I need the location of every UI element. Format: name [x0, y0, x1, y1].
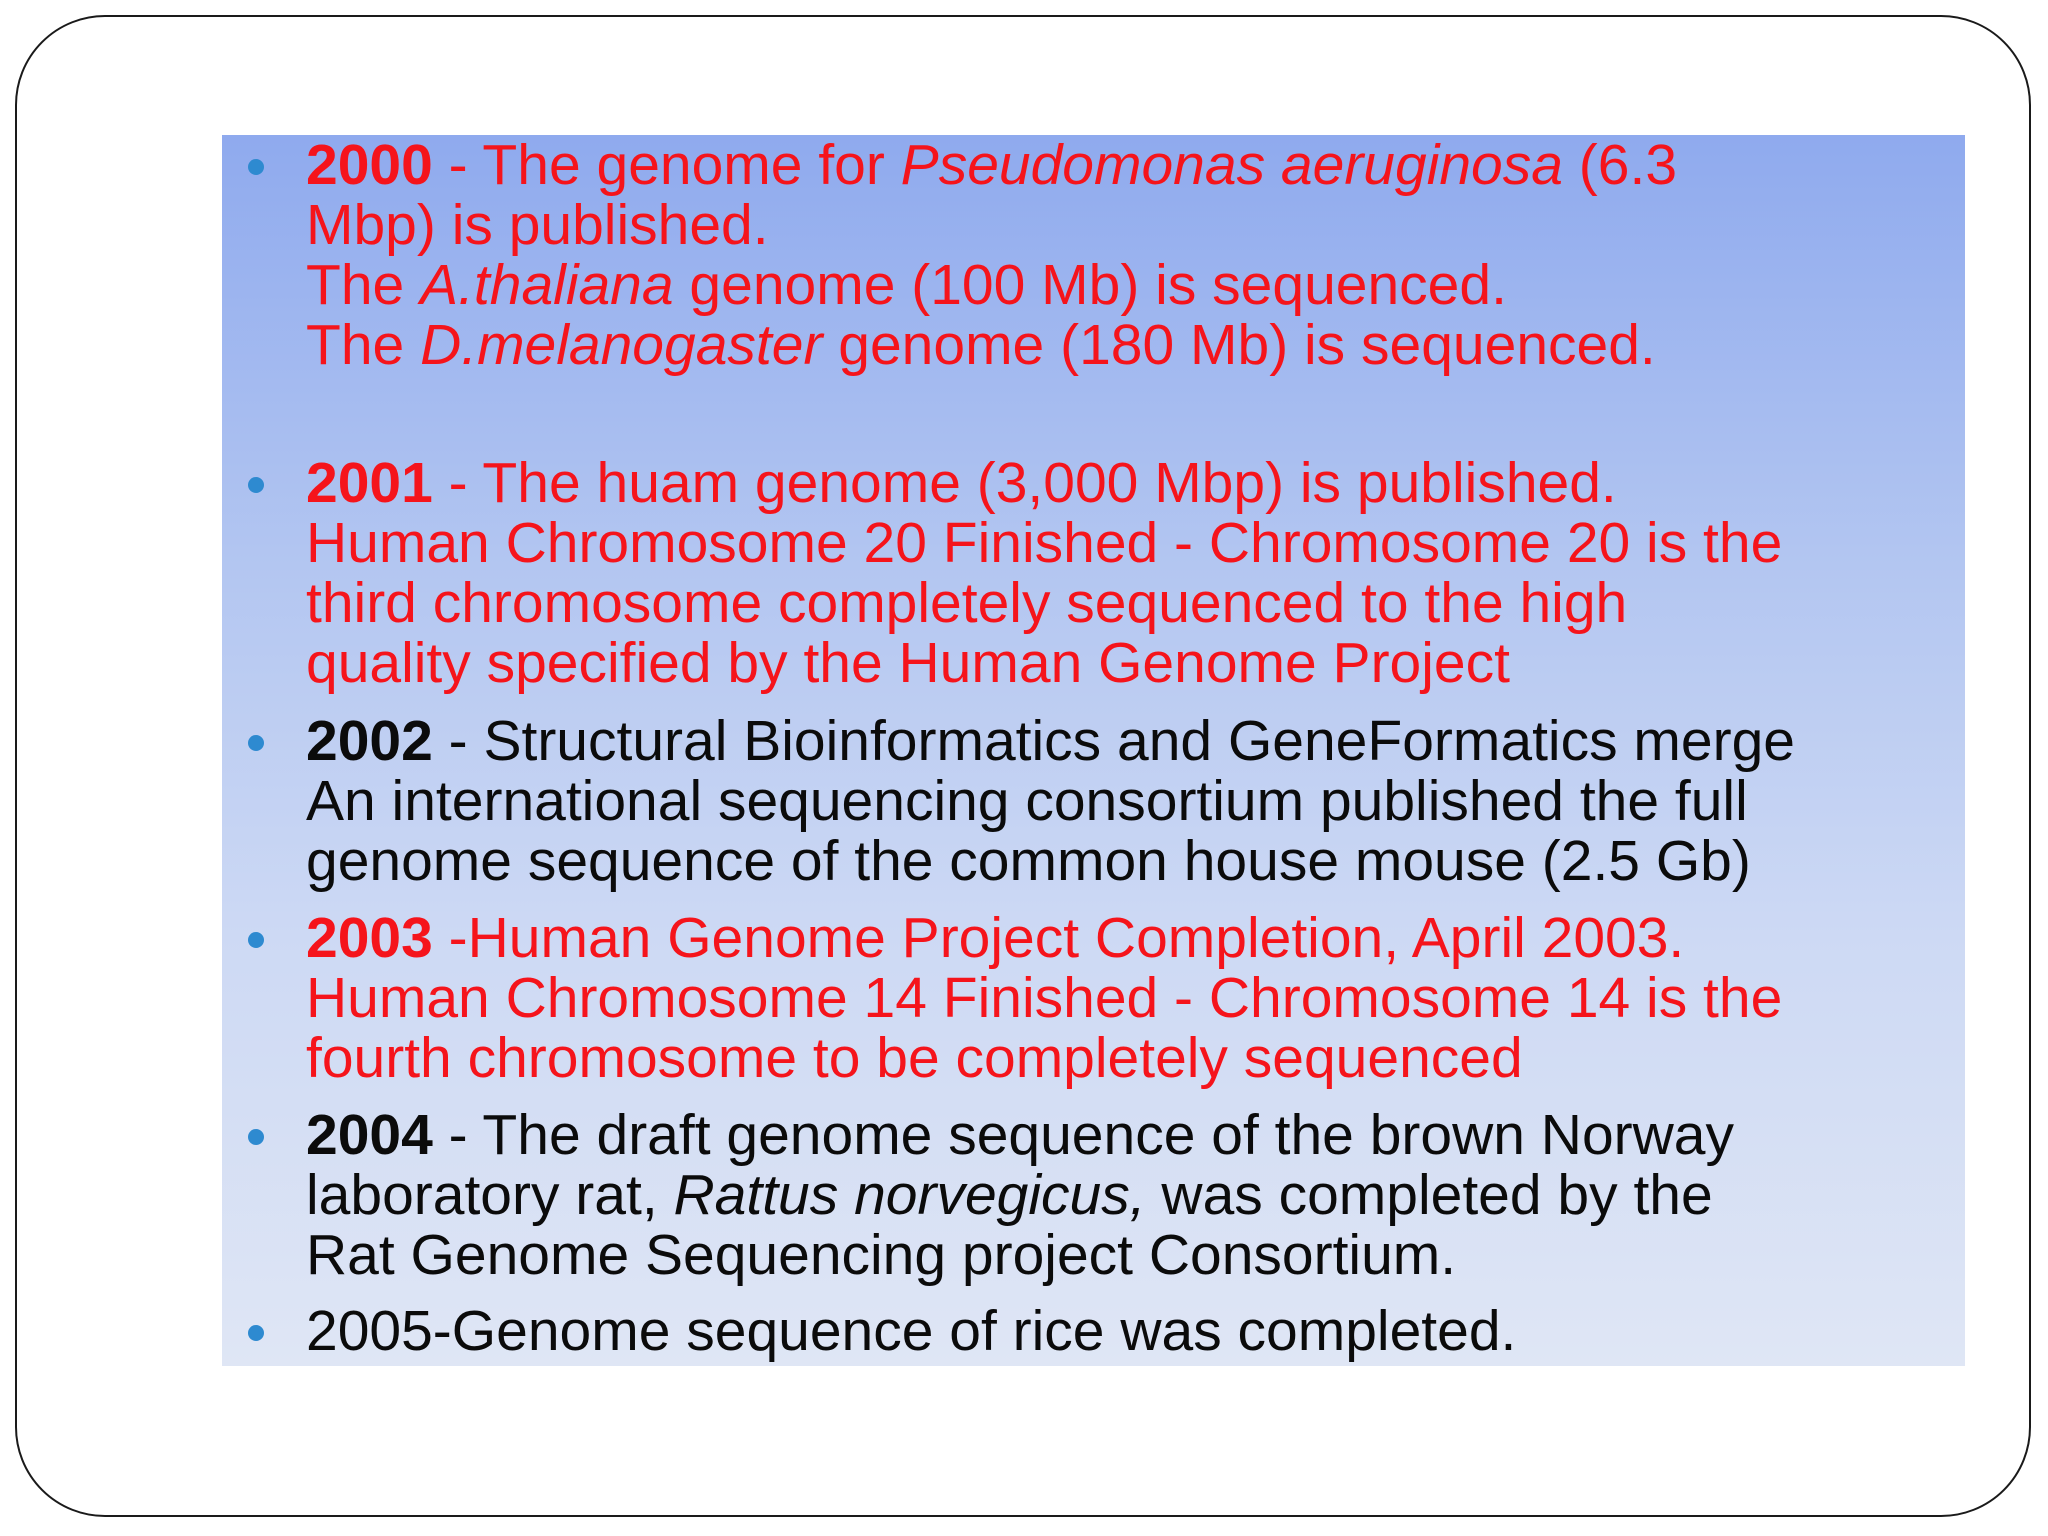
- entry-year: 2002: [306, 709, 433, 773]
- entry-line: Mbp) is published.: [306, 193, 769, 257]
- entry-line: third chromosome completely sequenced to the high: [306, 571, 1628, 635]
- species-name: Rattus norvegicus,: [673, 1163, 1146, 1227]
- entry-year: 2003: [306, 906, 433, 970]
- bullet-icon: [248, 1325, 264, 1341]
- entry-line: An international sequencing consortium published the full: [306, 769, 1748, 833]
- bullet-icon: [248, 735, 264, 751]
- species-name: Pseudomonas aeruginosa: [900, 133, 1563, 197]
- bullet-icon: [248, 159, 264, 175]
- timeline-panel: [222, 135, 1965, 1366]
- entry-text: [306, 711, 1961, 891]
- entry-text: [306, 1301, 1961, 1361]
- entry-line: fourth chromosome to be completely sequenced: [306, 1026, 1523, 1090]
- entry-text-segment: - The huam genome (3,000 Mbp) is published.: [432, 451, 1617, 515]
- entry-text: [306, 453, 1961, 693]
- entry-year: 2001: [306, 451, 433, 515]
- bullet-icon: [248, 1129, 264, 1145]
- entry-text-segment: genome (100 Mb) is sequenced.: [673, 253, 1507, 317]
- entry-line: Rat Genome Sequencing project Consortium.: [306, 1223, 1457, 1287]
- entry-text: [306, 908, 1961, 1088]
- entry-text-segment: - The genome for: [432, 133, 901, 197]
- entry-text-segment: genome (180 Mb) is sequenced.: [822, 313, 1656, 377]
- entry-year: 2004: [306, 1103, 433, 1167]
- entry-line: Human Chromosome 14 Finished - Chromosome 14 is the: [306, 966, 1783, 1030]
- entry-text-segment: The: [306, 253, 421, 317]
- entry-text-segment: was completed by the: [1145, 1163, 1713, 1227]
- entry-line: genome sequence of the common house mouse (2.5 Gb): [306, 829, 1751, 893]
- entry-text: [306, 135, 1961, 375]
- entry-text-segment: The: [306, 313, 421, 377]
- entry-text-segment: - Structural Bioinformatics and GeneFormatics merge: [432, 709, 1795, 773]
- entry-line: 2005-Genome sequence of rice was completed.: [306, 1299, 1517, 1363]
- entry-line: Human Chromosome 20 Finished - Chromosome 20 is the: [306, 511, 1783, 575]
- bullet-icon: [248, 477, 264, 493]
- species-name: D.melanogaster: [420, 313, 823, 377]
- entry-year: 2000: [306, 133, 433, 197]
- species-name: A.thaliana: [420, 253, 674, 317]
- entry-text: [306, 1105, 1961, 1285]
- entry-text-segment: -Human Genome Project Completion, April 2003.: [432, 906, 1685, 970]
- entry-text-segment: (6.3: [1562, 133, 1678, 197]
- bullet-icon: [248, 932, 264, 948]
- entry-text-segment: - The draft genome sequence of the brown Norway: [432, 1103, 1734, 1167]
- slide: [15, 15, 2031, 1517]
- entry-text-segment: laboratory rat,: [306, 1163, 674, 1227]
- entry-line: quality specified by the Human Genome Project: [306, 631, 1510, 695]
